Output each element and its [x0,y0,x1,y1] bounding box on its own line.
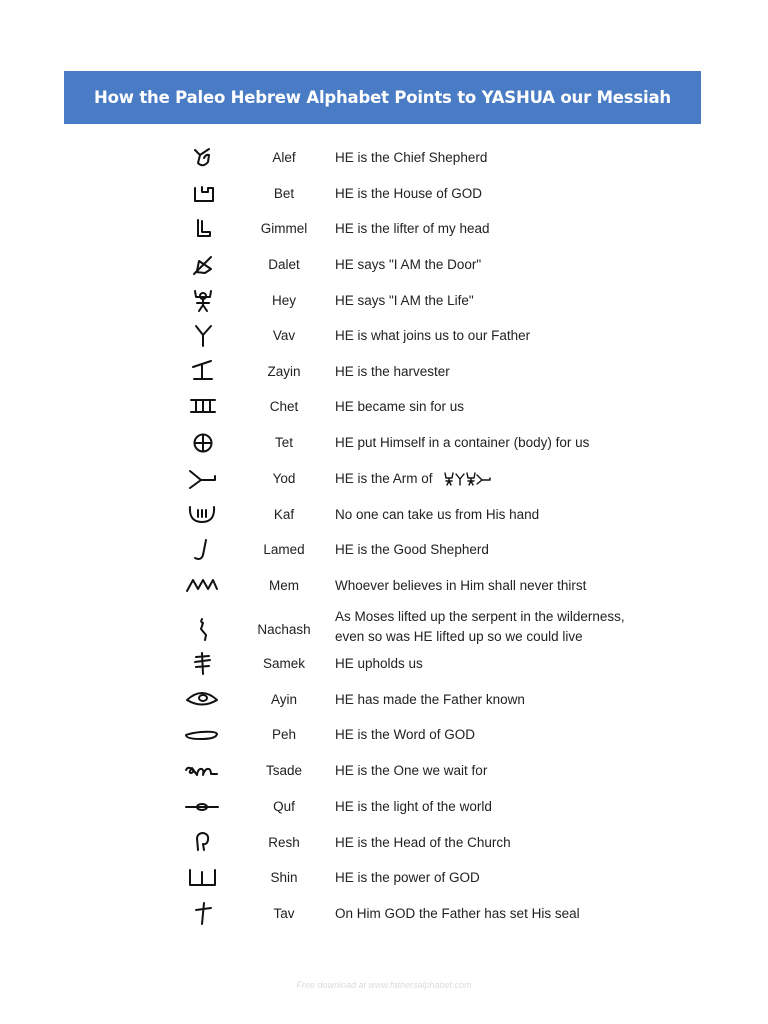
letter-name: Dalet [268,257,300,272]
letter-meaning: On Him GOD the Father has set His seal [335,906,580,921]
mouth-icon [183,718,221,752]
list-item [0,718,768,752]
footer-watermark: Free download at www.fathersalphabet.com [296,980,472,990]
meaning-line-1: As Moses lifted up the serpent in the wilderness, [335,609,625,624]
meaning-line-2: even so was HE lifted up so we could live [335,629,583,644]
letter-name: Gimmel [260,221,308,236]
page-title: How the Paleo Hebrew Alphabet Points to YASHUA our Messiah [94,88,671,107]
list-item [0,462,768,496]
letter-meaning: HE is the Good Shepherd [335,542,489,557]
letter-meaning: HE is the One we wait for [335,763,488,778]
list-item [0,754,768,788]
list-item [0,826,768,860]
letter-meaning: HE is the Head of the Church [335,835,511,850]
title-banner [64,71,701,124]
letter-name: Lamed [263,542,305,557]
letter-name: Zayin [267,364,301,379]
letter-meaning: HE is what joins us to our Father [335,328,531,343]
door-icon [183,248,221,282]
list-item [0,141,768,175]
basket-icon [183,426,221,460]
letter-meaning: HE is the harvester [335,364,450,379]
staff-icon [183,533,221,567]
letter-meaning: HE put Himself in a container (body) for us [335,435,590,450]
letter-meaning: HE is the light of the world [335,799,492,814]
arm-icon [183,462,221,496]
letter-name: Tet [274,435,293,450]
list-item [0,177,768,211]
letter-meaning [335,607,735,644]
tent-icon [183,177,221,211]
letter-meaning: HE is the Chief Shepherd [335,150,488,165]
wall-icon [183,390,221,424]
letter-name: Vav [272,328,296,343]
letter-meaning: HE became sin for us [335,399,465,414]
letter-name: Samek [262,656,306,671]
palm-icon [183,498,221,532]
list-item [0,609,768,651]
list-item [0,861,768,895]
foot-icon [183,212,221,246]
teeth-icon [183,861,221,895]
list-item [0,355,768,389]
letter-name: Hey [271,293,296,308]
letter-meaning: HE is the lifter of my head [335,221,490,236]
letter-name: Ayin [270,692,298,707]
list-item [0,569,768,603]
seed-icon [183,613,221,647]
list-item [0,897,768,931]
letter-meaning: HE is the power of GOD [335,870,480,885]
letter-name: Nachash [257,622,311,637]
list-item [0,319,768,353]
meaning-text: HE is the Arm of [335,471,433,486]
thorn-icon [183,647,221,681]
letter-meaning: Whoever believes in Him shall never thirst [335,578,587,593]
horizon-sun-icon [183,790,221,824]
letter-name: Shin [270,870,298,885]
letter-meaning: HE says "I AM the Life" [335,293,474,308]
list-item [0,498,768,532]
list-item [0,647,768,681]
letter-name: Kaf [273,507,295,522]
letter-name: Quf [273,799,295,814]
letter-meaning: HE says "I AM the Door" [335,257,482,272]
list-item [0,248,768,282]
list-item [0,683,768,717]
letter-name: Resh [268,835,300,850]
letter-name: Tsade [265,763,303,778]
yhwh-glyph-icon [443,471,491,487]
tent-peg-icon [183,319,221,353]
letter-meaning: No one can take us from His hand [335,507,540,522]
letter-meaning: HE has made the Father known [335,692,525,707]
letter-meaning: HE is the House of GOD [335,186,483,201]
crossed-sticks-icon [183,897,221,931]
letter-meaning: HE is the Word of GOD [335,727,476,742]
letter-name: Tav [273,906,295,921]
water-icon [183,569,221,603]
trail-icon [183,754,221,788]
letter-name: Alef [272,150,296,165]
letter-name: Chet [269,399,299,414]
ox-head-icon [183,141,221,175]
list-item [0,390,768,424]
letter-name: Bet [273,186,295,201]
list-item [0,212,768,246]
letter-name: Peh [271,727,297,742]
list-item [0,284,768,318]
letter-meaning [335,462,735,496]
list-item [0,533,768,567]
eye-icon [183,683,221,717]
head-icon [183,826,221,860]
letter-name: Mem [269,578,299,593]
letter-name: Yod [272,471,296,486]
list-item [0,790,768,824]
mattock-icon [183,355,221,389]
raised-arms-figure-icon [183,284,221,318]
list-item [0,426,768,460]
letter-meaning: HE upholds us [335,656,423,671]
